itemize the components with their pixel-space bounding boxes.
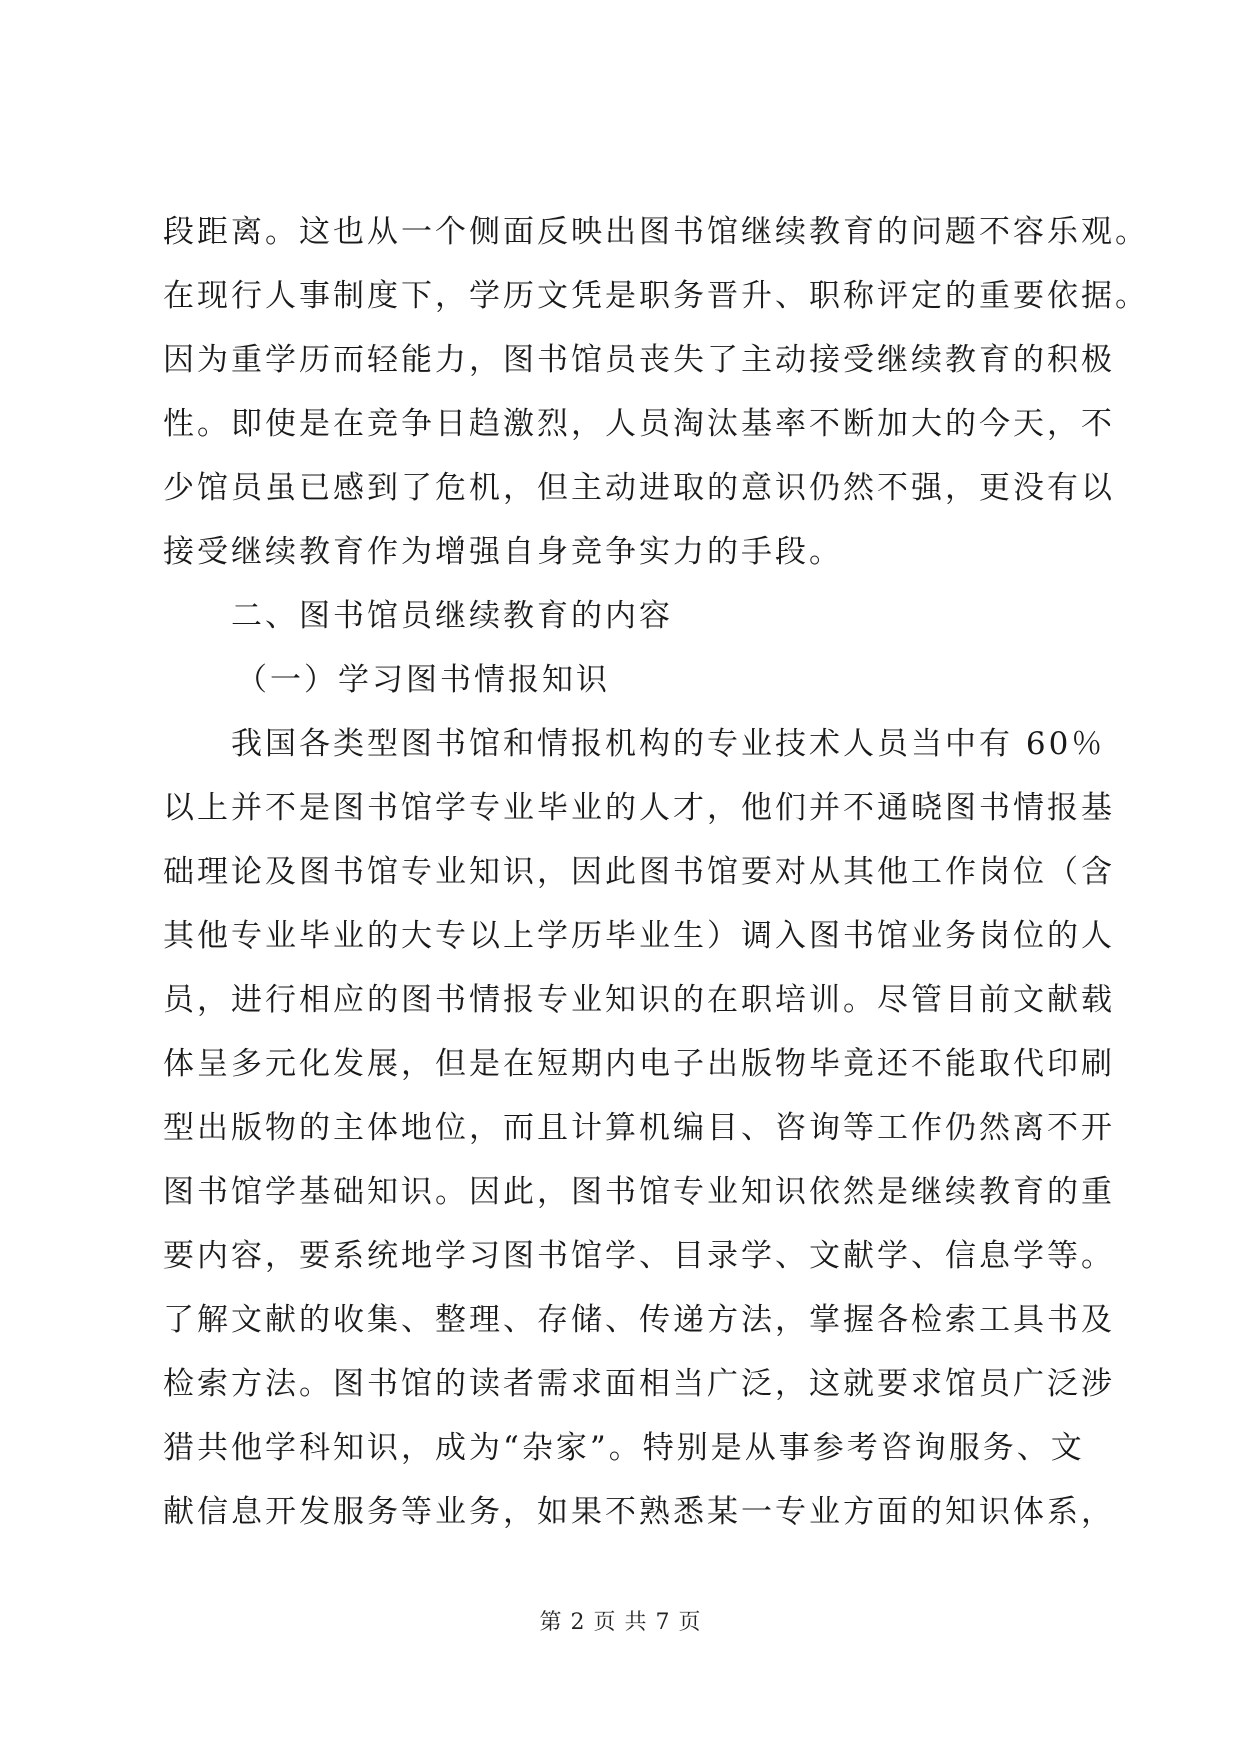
paragraph-line: 要内容，要系统地学习图书馆学、目录学、文献学、信息学等。 [163, 1238, 1115, 1274]
paragraph-line: 体呈多元化发展，但是在短期内电子出版物毕竟还不能取代印刷 [163, 1046, 1115, 1082]
page-footer: 第 2 页 共 7 页 [539, 1610, 702, 1635]
paragraph-line: 在现行人事制度下，学历文凭是职务晋升、职称评定的重要依据。 [163, 278, 1149, 314]
paragraph-line: 接受继续教育作为增强自身竞争实力的手段。 [163, 534, 843, 570]
paragraph-line: 检索方法。图书馆的读者需求面相当广泛，这就要求馆员广泛涉 [163, 1366, 1115, 1402]
paragraph-line: 型出版物的主体地位，而且计算机编目、咨询等工作仍然离不开 [163, 1110, 1115, 1146]
paragraph-line: 了解文献的收集、整理、存储、传递方法，掌握各检索工具书及 [163, 1302, 1115, 1338]
paragraph-line: 因为重学历而轻能力，图书馆员丧失了主动接受继续教育的积极 [163, 342, 1115, 378]
paragraph-line: 员，进行相应的图书情报专业知识的在职培训。尽管目前文献载 [163, 982, 1115, 1018]
paragraph-line: 图书馆学基础知识。因此，图书馆专业知识依然是继续教育的重 [163, 1174, 1115, 1210]
paragraph-line: 少馆员虽已感到了危机，但主动进取的意识仍然不强，更没有以 [163, 470, 1115, 506]
paragraph-line: 以上并不是图书馆学专业毕业的人才，他们并不通晓图书情报基 [163, 790, 1115, 826]
paragraph-line: 献信息开发服务等业务，如果不熟悉某一专业方面的知识体系， [163, 1494, 1115, 1530]
paragraph-line: 性。即使是在竞争日趋激烈，人员淘汰基率不断加大的今天，不 [163, 406, 1115, 442]
paragraph-line: 其他专业毕业的大专以上学历毕业生）调入图书馆业务岗位的人 [163, 918, 1115, 954]
paragraph-line: 础理论及图书馆专业知识，因此图书馆要对从其他工作岗位（含 [163, 854, 1115, 890]
paragraph-line: 段距离。这也从一个侧面反映出图书馆继续教育的问题不容乐观。 [163, 214, 1149, 250]
subsection-heading: （一）学习图书情报知识 [236, 662, 610, 698]
paragraph-line: 猎共他学科知识，成为“杂家”。特别是从事参考咨询服务、文 [163, 1430, 1085, 1466]
paragraph-line: 我国各类型图书馆和情报机构的专业技术人员当中有 60％ [231, 726, 1106, 762]
body-text [163, 200, 1149, 1544]
section-heading: 二、图书馆员继续教育的内容 [231, 598, 673, 634]
